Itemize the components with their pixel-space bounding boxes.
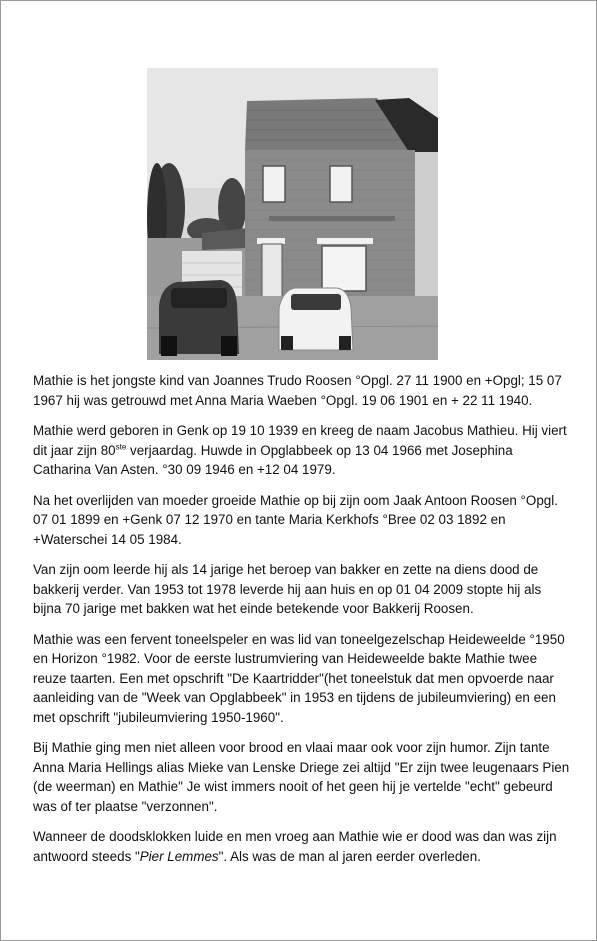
paragraph-death-bells [33, 827, 573, 866]
paragraph-death-bells-part1: Wanneer de doodsklokken luide en men vroeg aan Mathie wie er dood was dan was zijn antwoord steeds " [33, 829, 557, 864]
paragraph-birth-part2: verjaardag. Huwde in Opglabbeek op 13 04 1966 met Josephina Catharina Van Asten. °30 09 1946 en +12 04 1979. [33, 442, 513, 477]
paragraph-birth-part1: Mathie werd geboren in Genk op 19 10 1939 en kreeg de naam Jacobus Mathieu. Hij viert dit jaar zijn 80 [33, 423, 567, 458]
paragraph-birth [33, 421, 573, 480]
house-photo [147, 68, 438, 360]
paragraph-parents: Mathie is het jongste kind van Joannes Trudo Roosen °Opgl. 27 11 1900 en +Opgl; 15 07 1967 hij was getrouwd met Anna Maria Waeben °Opgl. 19 06 1901 en + 22 11 1940. [33, 373, 562, 408]
paragraph-humor: Bij Mathie ging men niet alleen voor brood en vlaai maar ook voor zijn humor. Zijn tante Anna Maria Hellings alias Mieke van Lenske Driege zei altijd "Er zijn twee leugenaars Pien (de weerman) en Mathie" Je wist immers nooit of het geen hij je vertelde "echt" gebeurd was of ter plaatse "verzonnen". [33, 740, 570, 814]
house-photo-icon [147, 68, 438, 360]
paragraph-bakery: Van zijn oom leerde hij als 14 jarige het beroep van bakker en zette na diens dood de bakkerij verder. Van 1953 tot 1978 leverde hij aan huis en op 01 04 2009 stopte hij als bijna 70 jarige met bakken wat het einde betekende voor Bakkerij Roosen. [33, 562, 542, 616]
ordinal-superscript: ste [115, 442, 127, 452]
paragraph-upbringing: Na het overlijden van moeder groeide Mathie op bij zijn oom Jaak Antoon Roosen °Opgl. 07 01 1899 en +Genk 07 12 1970 en tante Maria Kerkhofs °Bree 02 03 1892 en +Waterschei 14 05 1984. [33, 492, 558, 547]
paragraph-theatre: Mathie was een fervent toneelspeler en was lid van toneelgezelschap Heideweelde °1950 en Horizon °1982. Voor de eerste lustrumviering van Heideweelde bakte Mathie twee reuze taarten. Een met opschrift "De Kaartridder"(het toneelstuk dat men opvoerde naar aanleiding van de "Week van Opglabbeek" in 1953 en tijdens de jubileumviering) en een met opschrift "jubileumviering 1950-1960". [33, 631, 565, 725]
paragraph-death-bells-part2: ". Als was de man al jaren eerder overleden. [218, 848, 481, 864]
quoted-name: Pier Lemmes [139, 848, 219, 864]
biography-text [33, 371, 573, 877]
